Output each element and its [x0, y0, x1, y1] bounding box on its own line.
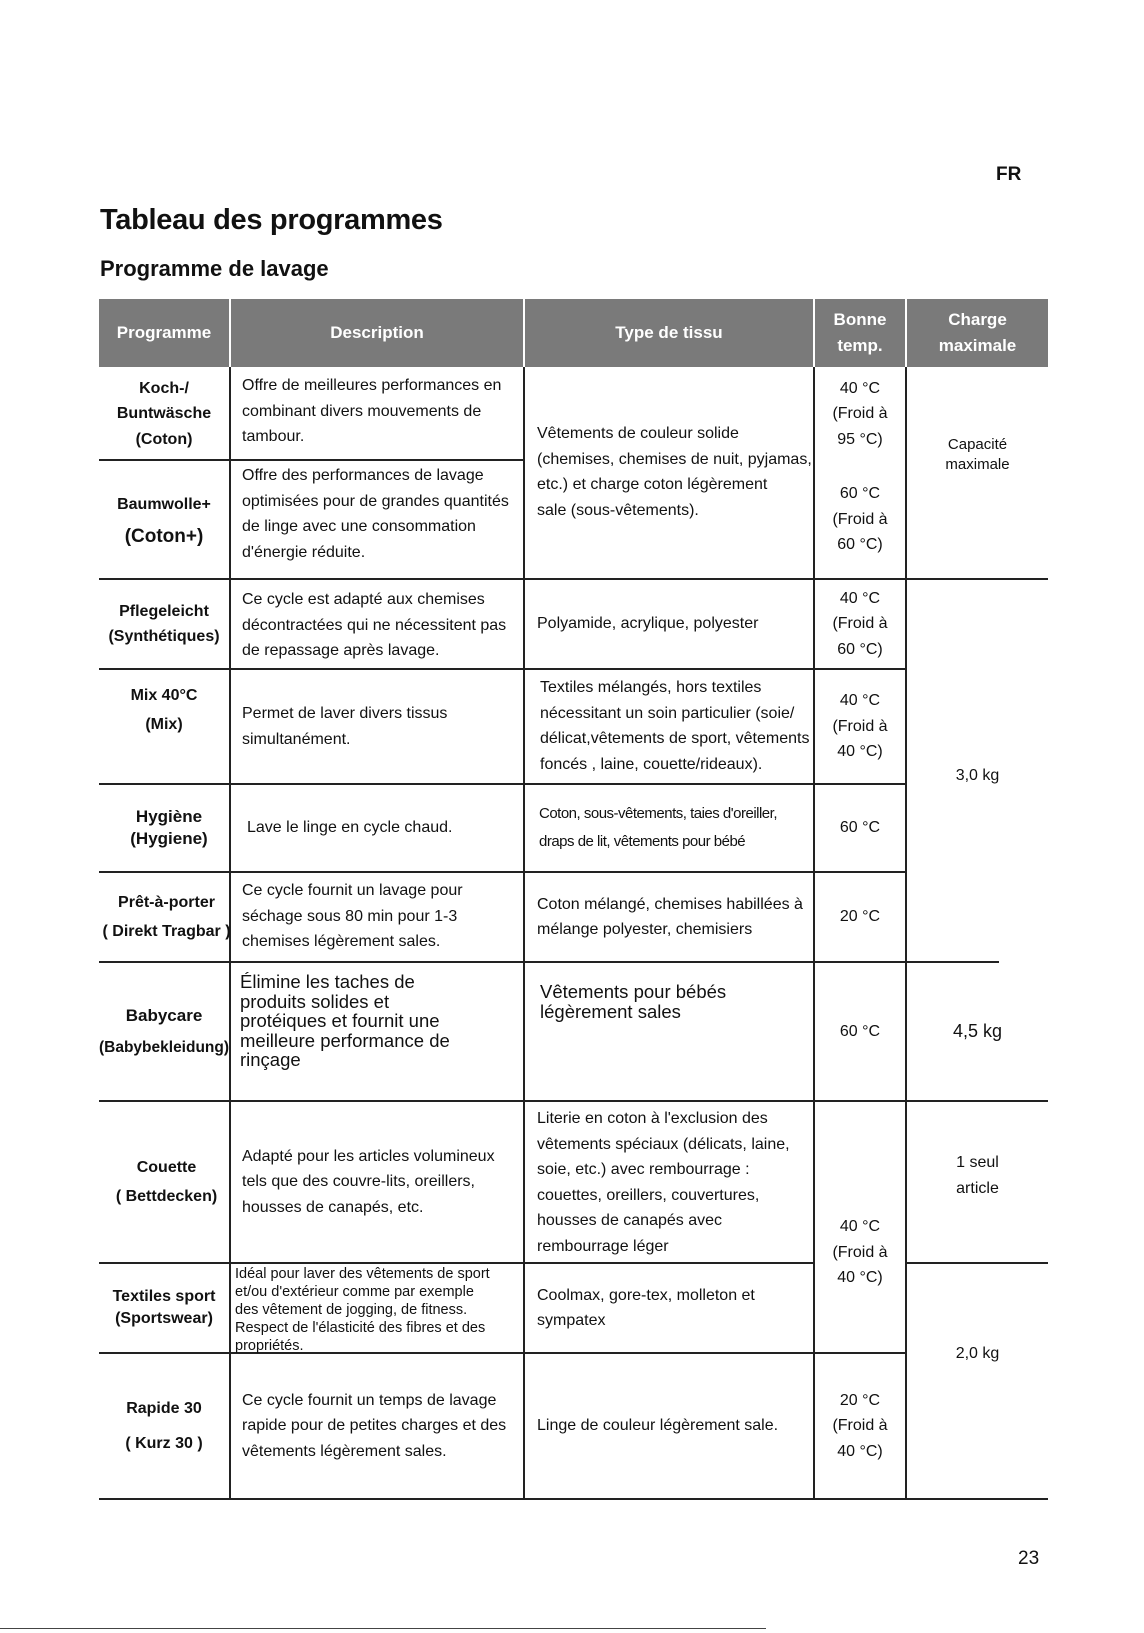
- program-cell: Prêt-à-porter ( Direkt Tragbar ): [102, 893, 231, 940]
- description-cell: Idéal pour laver des vêtements de sport et/ou d'extérieur comme par exemple des vêtement de jogging, de fitness. Respect de l'élasticité des fibres et des propriétés.: [235, 1266, 490, 1354]
- description-cell: Offre de meilleures performances en combinant divers mouvements de tambour.: [242, 377, 502, 445]
- fabric-cell: Coton mélangé, chemises habillées à mélange polyester, chemisiers: [537, 895, 803, 938]
- fabric-cell: Coton, sous-vêtements, taies d'oreiller, draps de lit, vêtements pour bébé: [539, 805, 777, 850]
- description-cell: Adapté pour les articles volumineux tels que des couvre-lits, oreillers, housses de canapés, etc.: [242, 1147, 495, 1216]
- temp-cell: 20 °C: [839, 908, 881, 926]
- temp-cell: 60 °C (Froid à 60 °C): [832, 485, 888, 554]
- program-cell: Textiles sport (Sportswear): [112, 1288, 216, 1327]
- description-cell: Permet de laver divers tissus simultanément.: [242, 705, 448, 748]
- temp-cell: 40 °C (Froid à 60 °C): [832, 589, 888, 658]
- description-cell: Élimine les taches de produits solides et protéiques et fournit une meilleure performance de rinçage: [240, 971, 450, 1070]
- bottom-rule: [0, 1628, 766, 1629]
- header-divider: [905, 299, 907, 367]
- section-title: Programme de lavage: [100, 256, 329, 281]
- temp-cell: 20 °C (Froid à 40 °C): [832, 1391, 888, 1460]
- fabric-cell: Vêtements de couleur solide (chemises, chemises de nuit, pyjamas, etc.) et charge coton légèrement sale (sous-vêtements).: [537, 425, 812, 519]
- description-cell: Ce cycle fournit un lavage pour séchage sous 80 min pour 1-3 chemises légèrement sales.: [242, 882, 463, 950]
- header-temp: Bonne temp.: [833, 310, 887, 355]
- program-cell: Babycare (Babybekleidung): [98, 1006, 230, 1056]
- temp-cell: 60 °C: [839, 819, 881, 837]
- program-cell: Hygiène (Hygiene): [130, 807, 208, 848]
- header-programme: Programme: [116, 323, 212, 342]
- temp-cell: 40 °C (Froid à 40 °C): [832, 1218, 888, 1286]
- row-divider: [905, 1262, 1048, 1264]
- description-cell: Ce cycle fournit un temps de lavage rapide pour de petites charges et des vêtements légèrement sales.: [242, 1391, 507, 1460]
- header-load: Charge maximale: [938, 310, 1017, 355]
- program-cell: Koch-/ Buntwäsche (Coton): [116, 379, 212, 448]
- fabric-cell: Polyamide, acrylique, polyester: [537, 615, 759, 633]
- description-cell: Ce cycle est adapté aux chemises décontractées qui ne nécessitent pas de repassage après lavage.: [242, 591, 507, 659]
- column-divider: [905, 367, 907, 1500]
- description-cell: Lave le linge en cycle chaud.: [247, 819, 453, 837]
- program-cell: Baumwolle+ (Coton+): [117, 495, 211, 548]
- fabric-cell: Coolmax, gore-tex, molleton et sympatex: [537, 1286, 755, 1329]
- load-cell: 2,0 kg: [955, 1345, 1000, 1362]
- fabric-cell: Vêtements pour bébés légèrement sales: [540, 981, 727, 1022]
- header-divider: [523, 299, 525, 367]
- load-cell: 1 seul article: [956, 1154, 999, 1197]
- header-fabric: Type de tissu: [615, 323, 723, 342]
- fabric-cell: Textiles mélangés, hors textiles nécessitant un soin particulier (soie/ délicat,vêtements de sport, vêtements foncés , laine, couette/rideaux).: [540, 679, 810, 773]
- header-divider: [813, 299, 815, 367]
- temp-cell: 60 °C: [839, 1022, 881, 1040]
- description-cell: Offre des performances de lavage optimisées pour de grandes quantités de linge avec une consommation d'énergie réduite.: [242, 467, 509, 561]
- page-number: 23: [1018, 1548, 1040, 1569]
- temp-cell: 40 °C (Froid à 95 °C): [832, 379, 888, 448]
- page-title: Tableau des programmes: [100, 204, 443, 236]
- row-divider: [99, 1498, 1048, 1500]
- fabric-cell: Linge de couleur légèrement sale.: [537, 1417, 779, 1435]
- header-divider: [229, 299, 231, 367]
- program-cell: Mix 40°C (Mix): [130, 686, 198, 733]
- program-cell: Couette ( Bettdecken): [115, 1159, 218, 1205]
- load-cell: 4,5 kg: [952, 1020, 1003, 1041]
- fabric-cell: Literie en coton à l'exclusion des vêtements spéciaux (délicats, laine, soie, etc.) avec rembourrage : couettes, oreillers, couvertures, housses de canapés avec rembourrage léger: [537, 1110, 790, 1255]
- header-description: Description: [330, 323, 424, 342]
- temp-cell: 40 °C (Froid à 40 °C): [832, 692, 888, 761]
- load-cell: Capacité maximale: [945, 436, 1010, 473]
- program-cell: Rapide 30 ( Kurz 30 ): [125, 1399, 203, 1452]
- program-table: [99, 299, 1048, 1500]
- column-divider: [523, 367, 525, 1500]
- program-cell: Pflegeleicht (Synthétiques): [108, 602, 220, 645]
- language-code: FR: [996, 164, 1022, 185]
- load-cell: 3,0 kg: [955, 767, 1000, 784]
